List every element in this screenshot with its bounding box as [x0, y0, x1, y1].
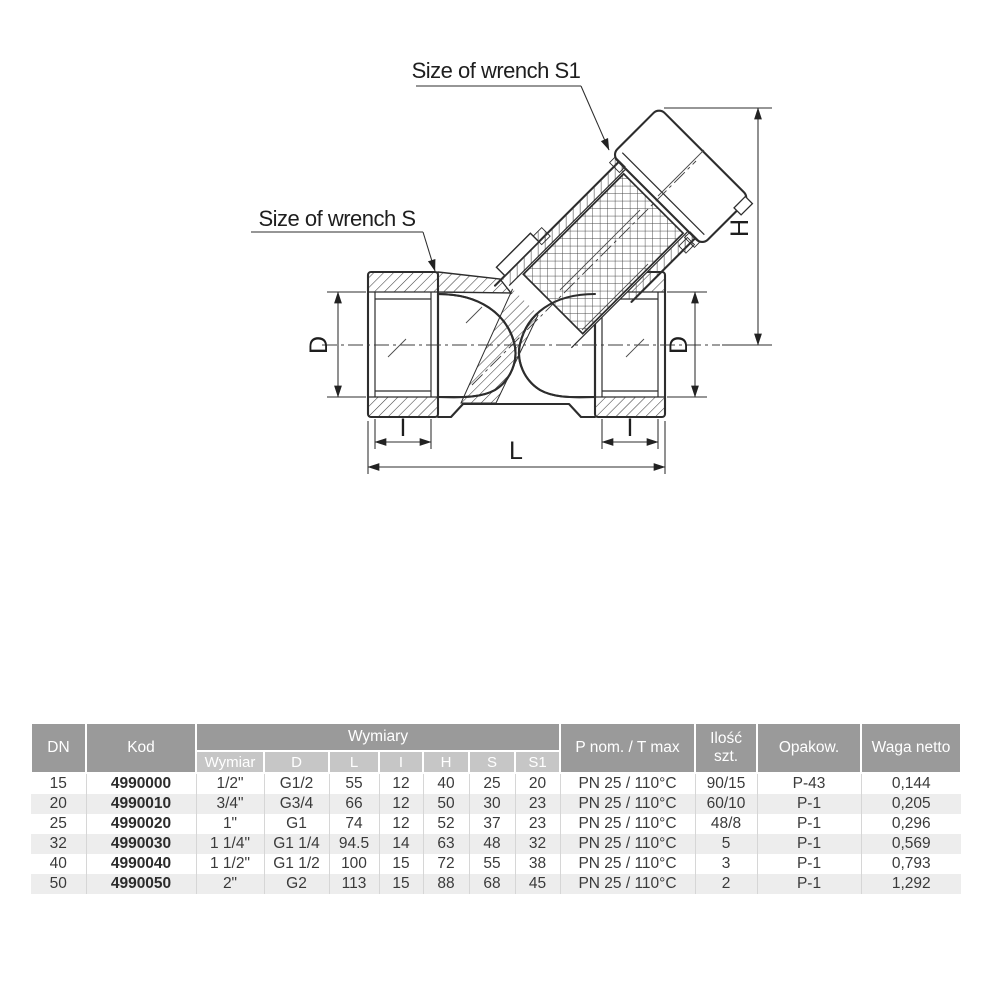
col-header-s1: S1	[515, 751, 560, 773]
col-header-l: L	[329, 751, 379, 773]
cell-i: 12	[379, 773, 423, 794]
cell-ilosc: 3	[695, 854, 757, 874]
cell-dn: 15	[49, 775, 67, 792]
wrench-s-label: Size of wrench S	[258, 206, 416, 231]
col-header-d: D	[264, 751, 329, 773]
col-header-kod: Kod	[86, 723, 196, 773]
cell-wymiar: 1 1/2"	[196, 854, 264, 874]
cell-waga: 0,144	[861, 773, 961, 794]
cell-d: G1 1/4	[264, 834, 329, 854]
cell-h: 88	[423, 874, 469, 894]
cell-dn: 50	[49, 875, 67, 892]
cell-dn: 40	[49, 855, 67, 872]
cell-s1: 23	[515, 814, 560, 834]
cell-waga: 1,292	[861, 874, 961, 894]
cell-i: 12	[379, 814, 423, 834]
cell-d: G1	[264, 814, 329, 834]
dim-i-right-label: I	[626, 414, 634, 442]
cell-s: 30	[469, 794, 515, 814]
cell-ilosc: 48/8	[695, 814, 757, 834]
cell-d: G1 1/2	[264, 854, 329, 874]
cell-wymiar: 1"	[196, 814, 264, 834]
dim-d-right-label: D	[665, 335, 693, 355]
wrench-s1-label: Size of wrench S1	[411, 58, 581, 83]
cell-wymiar: 3/4"	[196, 794, 264, 814]
cell-pnom: PN 25 / 110°C	[560, 854, 695, 874]
table-row	[31, 874, 961, 894]
cell-opakow: P-1	[757, 814, 861, 834]
dim-d-right	[665, 292, 707, 397]
cell-i: 15	[379, 854, 423, 874]
cell-s: 55	[469, 854, 515, 874]
cell-dn: 32	[49, 835, 67, 852]
cell-wymiar: 1 1/4"	[196, 834, 264, 854]
cell-kod: 4990000	[86, 773, 196, 794]
cell-s1: 32	[515, 834, 560, 854]
cell-l: 55	[329, 773, 379, 794]
cell-s1: 38	[515, 854, 560, 874]
cell-ilosc: 5	[695, 834, 757, 854]
cell-h: 40	[423, 773, 469, 794]
col-header-h: H	[423, 751, 469, 773]
cell-dn: 20	[49, 795, 67, 812]
body-bottom-edge	[438, 404, 595, 417]
cell-opakow: P-1	[757, 854, 861, 874]
table-row	[31, 834, 961, 854]
cell-waga: 0,569	[861, 834, 961, 854]
col-header-waga: Waga netto	[861, 723, 961, 773]
cell-pnom: PN 25 / 110°C	[560, 773, 695, 794]
cell-s1: 23	[515, 794, 560, 814]
cell-kod: 4990020	[86, 814, 196, 834]
cell-kod: 4990050	[86, 874, 196, 894]
dim-i-right	[602, 414, 658, 449]
wrench-s-boss	[438, 272, 511, 293]
cell-d: G1/2	[264, 773, 329, 794]
col-header-wymiar: Wymiar	[196, 751, 264, 773]
cell-opakow: P-1	[757, 834, 861, 854]
cell-kod: 4990030	[86, 834, 196, 854]
cell-i: 14	[379, 834, 423, 854]
cell-waga: 0,296	[861, 814, 961, 834]
cell-ilosc: 90/15	[695, 773, 757, 794]
cell-h: 52	[423, 814, 469, 834]
cell-dn: 25	[49, 815, 67, 832]
table-row	[31, 773, 961, 794]
cell-s: 37	[469, 814, 515, 834]
dim-l-label: L	[509, 437, 523, 465]
cell-l: 94.5	[329, 834, 379, 854]
cell-l: 113	[329, 874, 379, 894]
col-header-opakow: Opakow.	[757, 723, 861, 773]
cell-s: 68	[469, 874, 515, 894]
cell-pnom: PN 25 / 110°C	[560, 814, 695, 834]
cell-ilosc: 2	[695, 874, 757, 894]
cell-s: 25	[469, 773, 515, 794]
cell-opakow: P-43	[757, 773, 861, 794]
table-row	[31, 814, 961, 834]
cell-l: 74	[329, 814, 379, 834]
cell-i: 12	[379, 794, 423, 814]
cell-ilosc: 60/10	[695, 794, 757, 814]
table-row	[31, 794, 961, 814]
cell-waga: 0,205	[861, 794, 961, 814]
cell-wymiar: 2"	[196, 874, 264, 894]
table-row	[31, 854, 961, 874]
dim-i-left	[375, 414, 431, 449]
cell-kod: 4990040	[86, 854, 196, 874]
spec-table	[30, 722, 962, 894]
col-header-pnom: P nom. / T max	[560, 723, 695, 773]
cell-h: 50	[423, 794, 469, 814]
y-strainer-section-drawing	[220, 40, 780, 500]
cell-kod: 4990010	[86, 794, 196, 814]
col-header-wymiary: Wymiary	[196, 723, 560, 751]
dim-i-left-label: I	[399, 414, 407, 442]
cell-i: 15	[379, 874, 423, 894]
col-header-i: I	[379, 751, 423, 773]
dim-d-left-label: D	[305, 335, 333, 355]
leader-wrench-s	[251, 206, 435, 271]
cell-h: 72	[423, 854, 469, 874]
cell-l: 66	[329, 794, 379, 814]
cell-pnom: PN 25 / 110°C	[560, 794, 695, 814]
left-port	[368, 272, 438, 417]
cell-s1: 45	[515, 874, 560, 894]
cell-waga: 0,793	[861, 854, 961, 874]
cell-h: 63	[423, 834, 469, 854]
dim-d-left	[305, 292, 366, 397]
dim-l	[368, 421, 665, 474]
cell-s: 48	[469, 834, 515, 854]
cell-l: 100	[329, 854, 379, 874]
cell-d: G2	[264, 874, 329, 894]
cell-pnom: PN 25 / 110°C	[560, 874, 695, 894]
dim-h-label: H	[726, 218, 754, 238]
cell-s1: 20	[515, 773, 560, 794]
technical-drawing	[220, 40, 780, 500]
cell-opakow: P-1	[757, 794, 861, 814]
col-header-s: S	[469, 751, 515, 773]
leader-wrench-s1	[412, 58, 609, 150]
cell-pnom: PN 25 / 110°C	[560, 834, 695, 854]
cell-opakow: P-1	[757, 874, 861, 894]
col-header-dn: DN	[31, 723, 86, 773]
header-row-main	[31, 723, 961, 751]
col-header-ilosc: Ilość szt.	[695, 723, 757, 773]
cell-d: G3/4	[264, 794, 329, 814]
cell-wymiar: 1/2"	[196, 773, 264, 794]
